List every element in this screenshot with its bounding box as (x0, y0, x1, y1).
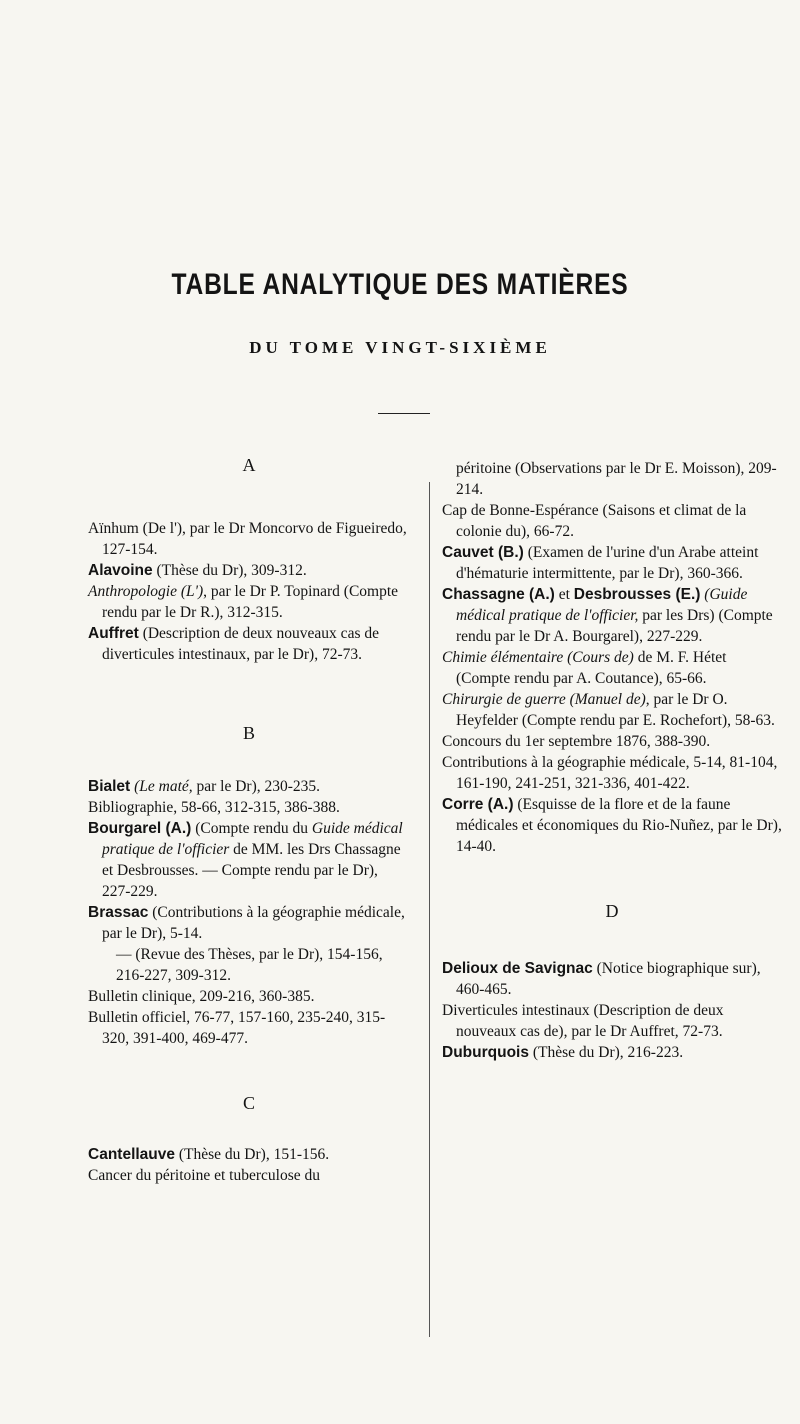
index-entry-chirurgie: Chirurgie de guerre (Manuel de), par le Dr O. Heyfelder (Compte rendu par E. Rochefort), 58-63. (442, 691, 775, 729)
index-entry-chimie: Chimie élémentaire (Cours de) de M. F. Hétet (Compte rendu par A. Coutance), 65-66. (442, 649, 727, 687)
index-entry-brassac: Brassac (Contributions à la géographie médicale, par le Dr), 5-14. (88, 904, 405, 942)
index-entry-bulletin-officiel: Bulletin officiel, 76-77, 157-160, 235-240, 315-320, 391-400, 469-477. (88, 1009, 386, 1047)
right-column (442, 458, 782, 1063)
title-rule (378, 413, 430, 414)
index-entry-bibliographie: Bibliographie, 58-66, 312-315, 386-388. (88, 799, 340, 816)
index-entry-bourgarel: Bourgarel (A.) (Compte rendu du Guide médical pratique de l'officier de MM. les Drs Chassagne et Desbrousses. — Compte rendu par le Dr), 227-229. (88, 820, 403, 900)
section-letter-d: D (605, 901, 619, 921)
index-entry-duburquois: Duburquois (Thèse du Dr), 216-223. (442, 1044, 684, 1061)
index-entry-cap: Cap de Bonne-Espérance (Saisons et climat de la colonie du), 66-72. (442, 502, 747, 540)
index-entry-bialet: Bialet (Le maté, par le Dr), 230-235. (88, 778, 321, 795)
index-entry-alavoine: Alavoine (Thèse du Dr), 309-312. (88, 562, 307, 579)
index-entry-ainhum: Aïnhum (De l'), par le Dr Moncorvo de Figueiredo, 127-154. (88, 520, 407, 558)
section-letter-a: A (242, 455, 256, 475)
page-title: TABLE ANALYTIQUE DES MATIÈRES (171, 268, 629, 301)
page-subtitle: DU TOME VINGT-SIXIÈME (249, 338, 551, 357)
index-entry-delioux: Delioux de Savignac (Notice biographique sur), 460-465. (442, 960, 761, 998)
section-letter-b: B (242, 723, 255, 743)
left-column (88, 455, 410, 1186)
index-entry-cancer: Cancer du péritoine et tuberculose du (88, 1167, 320, 1184)
index-entry-cauvet: Cauvet (B.) (Examen de l'urine d'un Arabe atteint d'hématurie intermittente, par le Dr), 360-366. (442, 544, 759, 582)
index-entry-chassagne: Chassagne (A.) et Desbrousses (E.) (Guide médical pratique de l'officier, par les Drs) (Compte rendu par le Dr A. Bourgarel), 227-229. (442, 586, 773, 645)
index-entry-brassac-sub: — (Revue des Thèses, par le Dr), 154-156, 216-227, 309-312. (116, 946, 383, 984)
index-entry-bulletin-clinique: Bulletin clinique, 209-216, 360-385. (88, 988, 315, 1005)
index-entry-cantellauve: Cantellauve (Thèse du Dr), 151-156. (88, 1146, 330, 1163)
column-divider (429, 482, 430, 1337)
index-entry-corre: Corre (A.) (Esquisse de la flore et de la faune médicales et économiques du Rio-Nuñez, par le Dr), 14-40. (442, 796, 782, 855)
index-entry-concours: Concours du 1er septembre 1876, 388-390. (442, 733, 711, 750)
index-entry-cancer-continued: péritoine (Observations par le Dr E. Moisson), 209-214. (456, 460, 777, 498)
index-entry-anthropologie: Anthropologie (L'), par le Dr P. Topinard (Compte rendu par le Dr R.), 312-315. (88, 583, 399, 621)
index-entry-auffret: Auffret (Description de deux nouveaux cas de diverticules intestinaux, par le Dr), 72-73. (88, 625, 379, 663)
index-entry-diverticules: Diverticules intestinaux (Description de deux nouveaux cas de), par le Dr Auffret, 72-73. (442, 1002, 724, 1040)
index-entry-contributions: Contributions à la géographie médicale, 5-14, 81-104, 161-190, 241-251, 321-336, 401-422. (442, 754, 778, 792)
section-letter-c: C (242, 1093, 255, 1113)
